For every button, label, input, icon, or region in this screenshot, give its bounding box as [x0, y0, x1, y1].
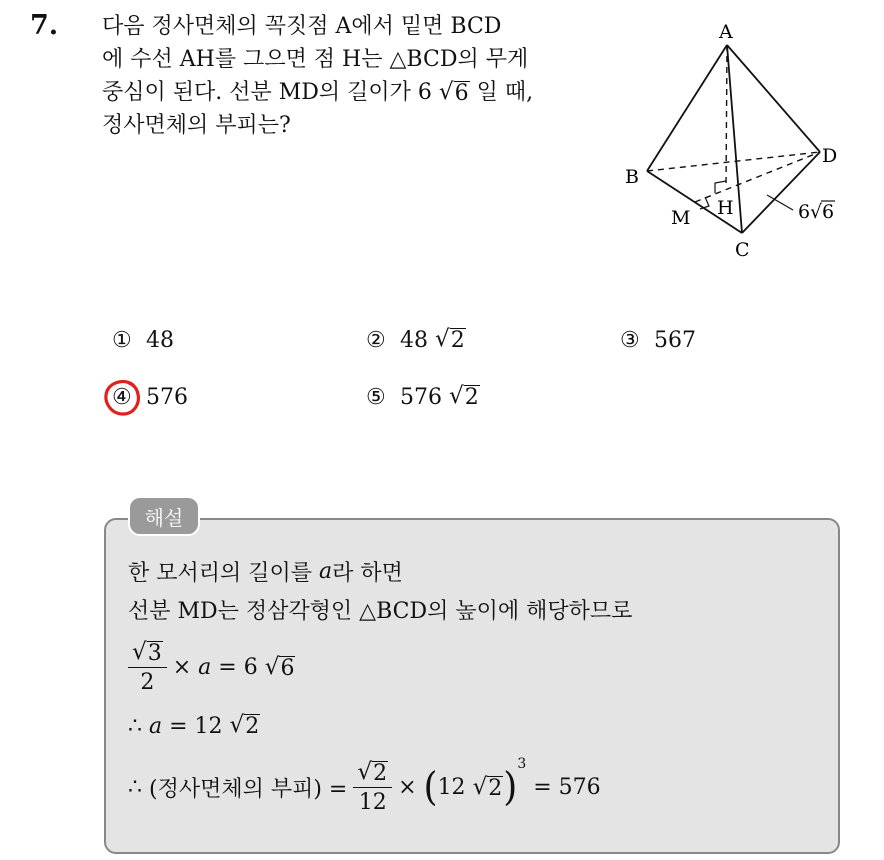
choice-5-text: 576 — [400, 385, 442, 410]
solution-line-1-var: a — [319, 559, 333, 584]
choice-2-radicand: 2 — [450, 328, 465, 354]
eq3-therefore: ∴ — [128, 775, 142, 801]
length-label: 6 — [798, 201, 811, 223]
choice-5-number: ⑤ — [366, 385, 386, 410]
choice-2[interactable] — [366, 328, 466, 353]
choice-1[interactable] — [112, 328, 174, 353]
question-line-3-suffix: 일 때, — [476, 80, 534, 105]
question-line-2: 에 수선 AH를 그으면 점 H는 △BCD의 무게 — [102, 47, 529, 72]
eq1-var: a — [198, 655, 212, 681]
eq1-sqrt: √ 6 — [264, 653, 295, 681]
label-B: B — [625, 166, 639, 188]
eq1-den: 2 — [140, 670, 155, 696]
choice-3-number: ③ — [620, 328, 640, 353]
tetrahedron-figure — [615, 18, 855, 263]
question-text — [102, 10, 602, 142]
edge-BD-hidden — [647, 152, 820, 171]
eq3-power: 3 — [517, 756, 527, 772]
edge-AD — [727, 45, 820, 152]
eq2-therefore: ∴ — [128, 714, 142, 739]
label-H: H — [717, 197, 734, 219]
choice-2-number: ② — [366, 328, 386, 353]
eq1-num-radicand: 3 — [147, 641, 162, 666]
question-line-3 — [102, 76, 602, 109]
label-D: D — [822, 145, 838, 167]
eq1-fraction: √ 3 2 — [128, 640, 167, 695]
eq3-fraction: √ 2 12 — [353, 760, 392, 815]
eq3-close-paren: ) — [503, 764, 518, 810]
length-radicand: 6 — [822, 201, 835, 223]
eq3-inner-sqrt: √ 2 — [472, 773, 503, 801]
eq3-times: × — [398, 775, 417, 801]
choice-1-number: ① — [112, 328, 132, 353]
eq3-lhs: (정사면체의 부피) = — [149, 777, 348, 803]
choice-3-text: 567 — [654, 328, 696, 353]
eq3-result: = 576 — [533, 775, 601, 801]
solution-eq-2 — [128, 714, 260, 739]
choice-5-sqrt: √ 2 — [449, 383, 479, 411]
label-C: C — [735, 239, 750, 261]
eq2-sqrt: √ 2 — [229, 712, 260, 740]
eq1-rhs-radicand: 6 — [280, 655, 295, 681]
eq2-var: a — [149, 714, 163, 739]
choice-2-text: 48 — [400, 328, 428, 353]
question-line-1: 다음 정사면체의 꼭짓점 A에서 밑면 BCD — [102, 14, 502, 39]
eq1-eq: = 6 — [218, 655, 258, 681]
label-M: M — [671, 207, 691, 229]
solution-tag: 해설 — [128, 496, 200, 536]
sqrt-6: √ 6 — [438, 79, 469, 106]
solution-line-1-prefix: 한 모서리의 길이를 — [128, 561, 313, 586]
choice-2-sqrt: √ 2 — [435, 326, 465, 354]
solution-line-2-text: 선분 MD는 정삼각형인 △BCD의 높이에 해당하므로 — [128, 599, 633, 624]
eq3-open-paren: ( — [423, 764, 438, 810]
eq3-inner: 12 — [437, 775, 466, 801]
solution-line-1 — [128, 556, 403, 587]
solution-line-2 — [128, 594, 632, 625]
question-line-3-text: 중심이 된다. 선분 MD의 길이가 6 — [102, 80, 432, 105]
eq2-rhs-radicand: 2 — [245, 714, 260, 740]
eq3-num-radicand: 2 — [373, 761, 388, 786]
choice-4-text: 576 — [146, 385, 188, 410]
choice-5-radicand: 2 — [464, 385, 479, 411]
question-number: 7. — [30, 10, 59, 41]
choice-1-text: 48 — [146, 328, 174, 353]
answer-circle-mark — [103, 378, 143, 418]
label-A: A — [719, 21, 733, 43]
altitude-AH-hidden — [726, 45, 727, 188]
question-line-4: 정사면체의 부피는? — [102, 113, 291, 138]
eq1-times: × — [172, 655, 192, 681]
solution-line-1-suffix: 라 하면 — [332, 561, 403, 586]
length-radical: √ — [810, 201, 823, 223]
solution-eq-3 — [128, 756, 601, 816]
eq3-den: 12 — [358, 790, 387, 816]
eq3-inner-radicand: 2 — [488, 775, 503, 801]
edge-AB — [647, 45, 727, 171]
choice-3[interactable] — [620, 328, 696, 353]
solution-eq-1 — [128, 640, 295, 695]
choice-4-number: ④ — [112, 385, 132, 410]
eq2-eq: = 12 — [169, 714, 223, 739]
choice-5[interactable] — [366, 385, 480, 410]
sqrt-6-radicand: 6 — [454, 81, 469, 106]
